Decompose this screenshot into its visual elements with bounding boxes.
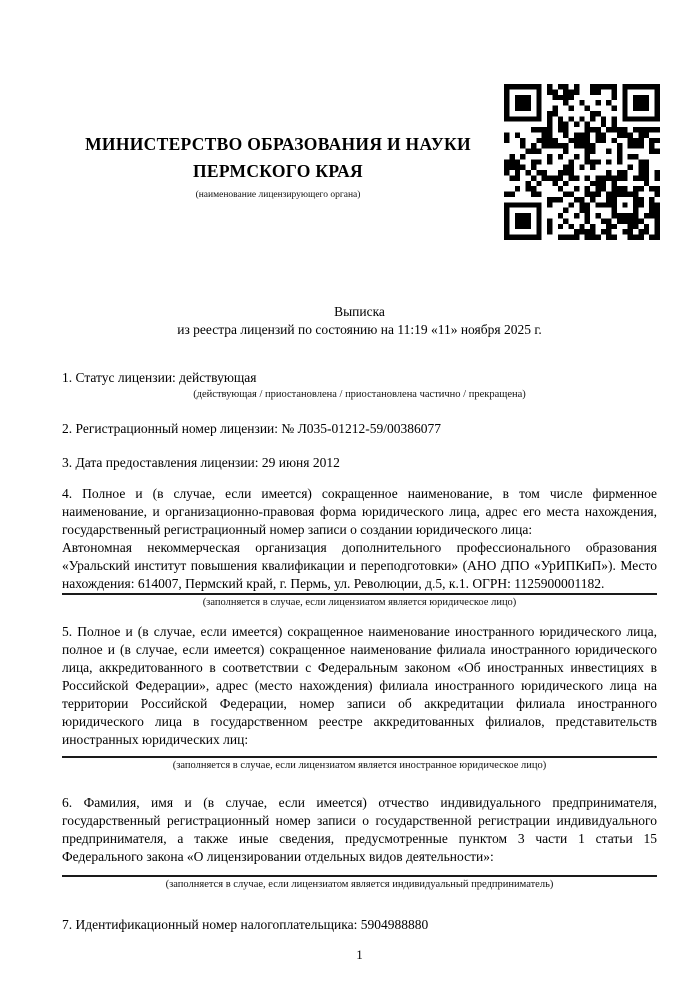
org-caption: (наименование лицензирующего органа) bbox=[195, 190, 361, 200]
document-content bbox=[62, 0, 657, 963]
item-license-grant-date bbox=[62, 454, 657, 472]
item-foreign-legal-entity-caption: (заполняется в случае, если лицензиатом является иностранное юридическое лицо) bbox=[172, 760, 547, 771]
fill-in-rule bbox=[62, 593, 657, 595]
item-legal-entity-value: Автономная некоммерческая организация дополнительного профессионального образования «Уральский институт повышения квалификации и переподготовки» (АНО ДПО «УрИПКиП»). Место нахождения: 614007, Пермский край, г. Пермь, ул. Революции, д.5, к.1. ОГРН: 1125900001182. bbox=[62, 540, 657, 591]
item-taxpayer-number-text: 7. Идентификационный номер налогоплательщика: 5904988880 bbox=[62, 917, 429, 932]
fill-in-rule bbox=[62, 875, 657, 877]
item-license-grant-date-text: 3. Дата предоставления лицензии: 29 июня 2012 bbox=[62, 455, 340, 470]
item-individual-entrepreneur bbox=[62, 794, 657, 891]
item-foreign-legal-entity-text: 5. Полное и (в случае, если имеется) сокращенное наименование иностранного юридического лица, полное и (в случае, если имеется) сокращенное наименование филиала иностранного юридического лица, аккредитованного в соответствии с Федеральным законом «Об иностранных инвестициях в Российской Федерации», адрес (место нахождения) филиала иностранного юридического лица на территории Российской Федерации, номер записи об аккредитации филиала иностранного юридического лица в государственном реестре аккредитованных филиалов, представительств иностранных юридических лиц: bbox=[62, 624, 657, 747]
item-legal-entity-text: 4. Полное и (в случае, если имеется) сокращенное наименование, в том числе фирменное наименование, и организационно-правовая форма юридического лица, адрес его места нахождения, государственный регистрационный номер записи о создании юридического лица: bbox=[62, 486, 657, 537]
document-title-line1: Выписка bbox=[334, 304, 385, 319]
org-name-line1: МИНИСТЕРСТВО ОБРАЗОВАНИЯ И НАУКИ bbox=[85, 134, 471, 154]
item-registration-number bbox=[62, 420, 657, 438]
org-name-line2: ПЕРМСКОГО КРАЯ bbox=[193, 161, 363, 181]
document-title-line2: из реестра лицензий по состоянию на 11:19 «11» ноября 2025 г. bbox=[177, 322, 542, 337]
item-legal-entity-caption: (заполняется в случае, если лицензиатом является юридическое лицо) bbox=[202, 597, 517, 608]
org-name bbox=[62, 131, 494, 185]
item-individual-entrepreneur-caption: (заполняется в случае, если лицензиатом является индивидуальный предприниматель) bbox=[165, 879, 554, 890]
item-license-status-caption: (действующая / приостановлена / приостановлена частично / прекращена) bbox=[193, 389, 526, 400]
item-taxpayer-number bbox=[62, 916, 657, 934]
item-legal-entity bbox=[62, 485, 657, 609]
item-foreign-legal-entity bbox=[62, 623, 657, 772]
item-license-status bbox=[62, 369, 657, 401]
item-individual-entrepreneur-text: 6. Фамилия, имя и (в случае, если имеется) отчество индивидуального предпринимателя, государственный регистрационный номер записи о государственной регистрации индивидуального предпринимателя, а также иные сведения, предусмотренные пунктом 3 части 1 статьи 15 Федерального закона «О лицензировании отдельных видов деятельности»: bbox=[62, 795, 657, 864]
document-title bbox=[62, 303, 657, 339]
fill-in-rule bbox=[62, 756, 657, 758]
page-number: 1 bbox=[356, 947, 363, 962]
item-license-status-text: 1. Статус лицензии: действующая bbox=[62, 370, 257, 385]
item-registration-number-text: 2. Регистрационный номер лицензии: № Л035-01212-59/00386077 bbox=[62, 421, 442, 436]
licensing-authority-header bbox=[62, 131, 494, 200]
